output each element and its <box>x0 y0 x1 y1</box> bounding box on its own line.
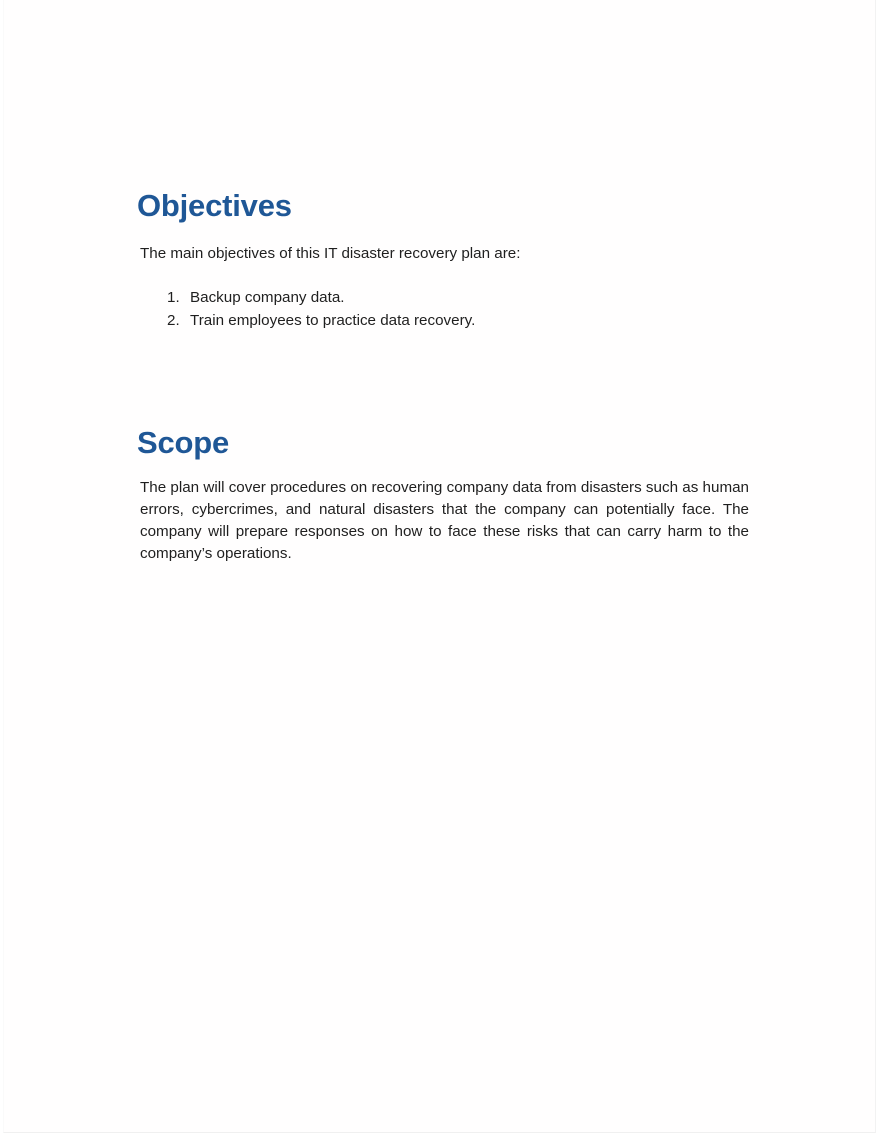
objectives-intro-block <box>140 243 752 265</box>
objectives-list <box>140 286 752 332</box>
section-objectives <box>137 190 292 221</box>
scope-paragraph-block <box>140 477 749 565</box>
section-scope <box>137 427 229 458</box>
list-item: Train employees to practice data recovery. <box>190 312 476 329</box>
objectives-list-block <box>140 286 752 332</box>
document-page <box>3 0 876 1133</box>
list-item: Backup company data. <box>190 289 345 306</box>
objectives-intro-text: The main objectives of this IT disaster recovery plan are: <box>140 245 521 262</box>
scope-heading: Scope <box>137 425 230 460</box>
objectives-heading: Objectives <box>137 188 292 223</box>
scope-paragraph-text: The plan will cover procedures on recovering company data from disasters such as human errors, cybercrimes, and natural disasters that the company can potentially face. The company will prepare responses on how to face these risks that can carry harm to the company’s operations. <box>140 479 749 562</box>
